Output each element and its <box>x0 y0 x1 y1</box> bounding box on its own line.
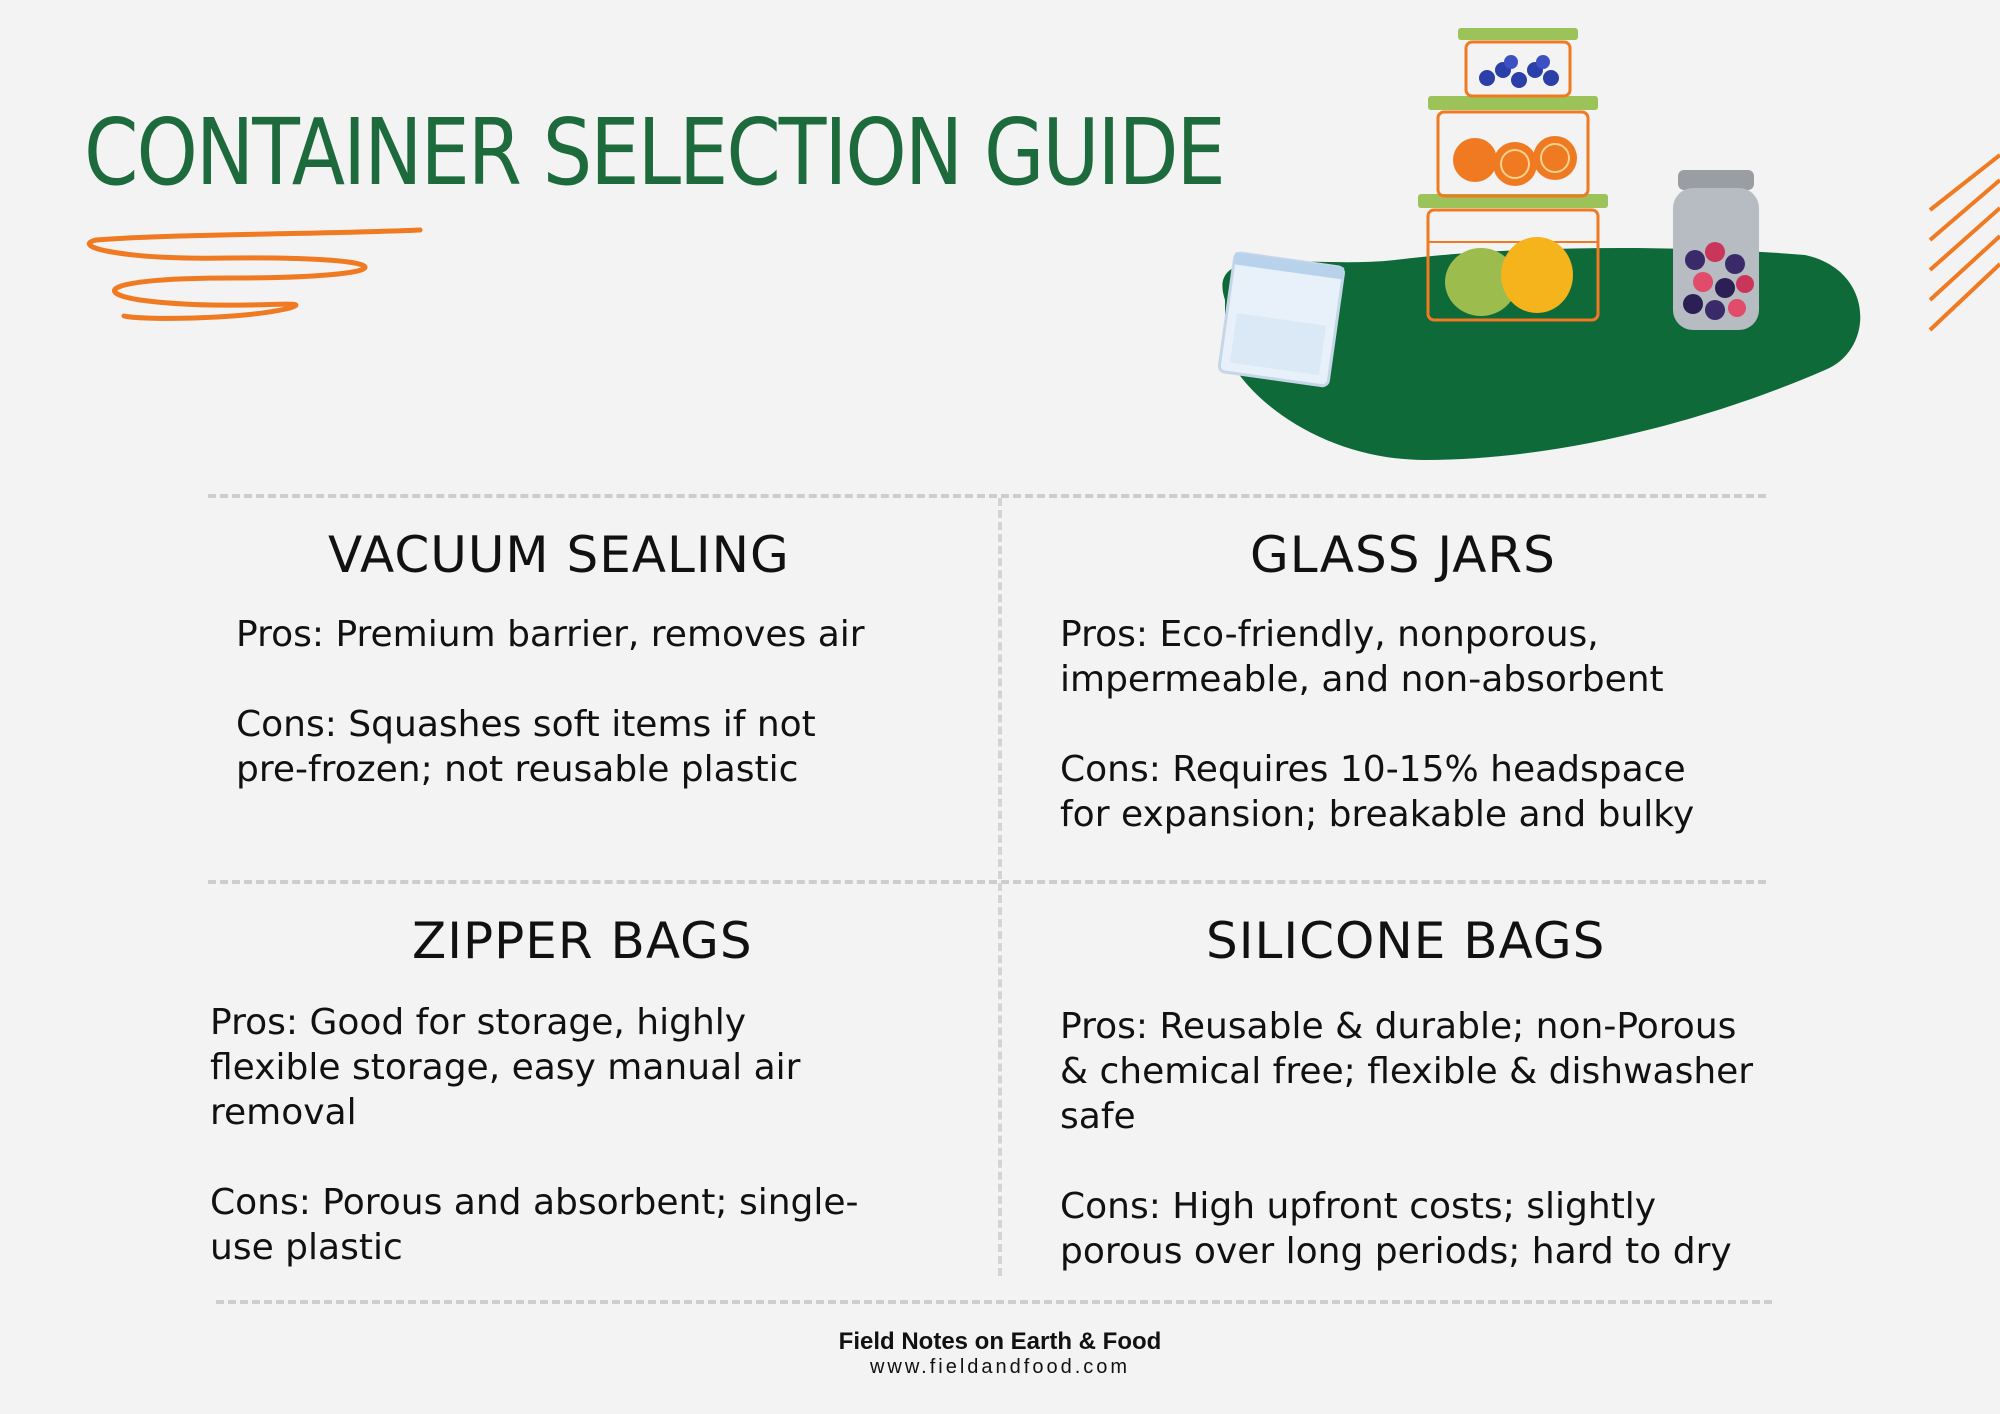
zipper-bag-icon <box>1219 252 1345 386</box>
pros-line: safe <box>1060 1096 1136 1137</box>
card-body-vacuum-sealing <box>236 612 865 792</box>
cons-line: pre-frozen; not reusable plastic <box>236 749 799 790</box>
cons-line: porous over long periods; hard to dry <box>1060 1231 1732 1272</box>
pros-line: Pros: Reusable & durable; non-Porous <box>1060 1006 1737 1047</box>
divider-middle <box>208 880 1766 884</box>
pros-line: impermeable, and non-absorbent <box>1060 659 1664 700</box>
cons-line: Cons: Squashes soft items if not <box>236 704 816 745</box>
scribble-decoration <box>80 220 440 330</box>
stripes-decoration <box>1925 150 2000 350</box>
pros-line: Pros: Good for storage, highly <box>210 1002 747 1043</box>
pros-line: & chemical free; flexible & dishwasher <box>1060 1051 1754 1092</box>
card-title-zipper-bags: ZIPPER BAGS <box>412 912 753 970</box>
divider-bottom <box>216 1300 1772 1304</box>
cons-line: Cons: High upfront costs; slightly <box>1060 1186 1657 1227</box>
cons-line: for expansion; breakable and bulky <box>1060 794 1695 835</box>
pros-line: Pros: Premium barrier, removes air <box>236 614 865 655</box>
card-title-silicone-bags: SILICONE BAGS <box>1206 912 1606 970</box>
card-body-zipper-bags <box>210 1000 859 1270</box>
cons-line: use plastic <box>210 1227 403 1268</box>
footer-site-name: Field Notes on Earth & Food <box>838 1328 1162 1355</box>
pros-line: removal <box>210 1092 357 1133</box>
card-body-glass-jars <box>1060 612 1694 837</box>
divider-top <box>208 494 1766 498</box>
card-body-silicone-bags <box>1060 1004 1753 1274</box>
food-storage-illustration <box>1185 20 1885 460</box>
page-title: CONTAINER SELECTION GUIDE <box>84 100 1224 207</box>
cons-line: Cons: Porous and absorbent; single- <box>210 1182 859 1223</box>
card-title-vacuum-sealing: VACUUM SEALING <box>328 526 790 584</box>
cons-line: Cons: Requires 10-15% headspace <box>1060 749 1686 790</box>
berry-jar-icon <box>1673 170 1759 330</box>
pros-line: flexible storage, easy manual air <box>210 1047 801 1088</box>
card-title-glass-jars: GLASS JARS <box>1250 526 1556 584</box>
divider-vertical <box>998 498 1002 1276</box>
footer-url-link[interactable]: www.fieldandfood.com <box>869 1356 1131 1378</box>
pros-line: Pros: Eco-friendly, nonporous, <box>1060 614 1599 655</box>
